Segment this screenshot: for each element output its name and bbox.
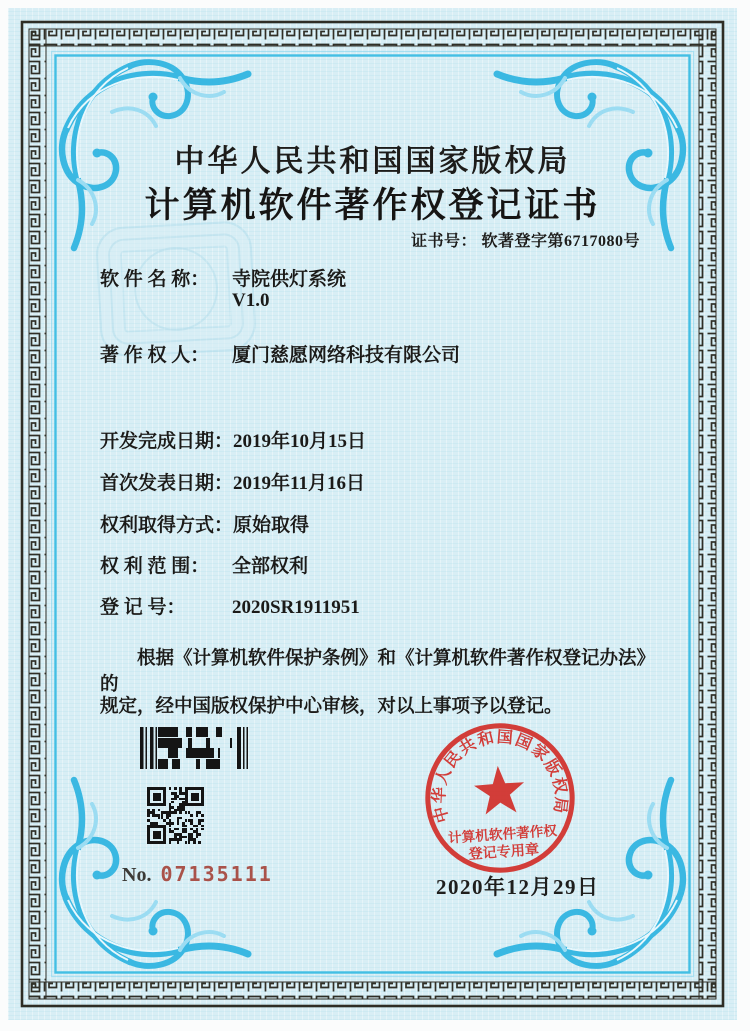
field-copyright-owner — [100, 340, 460, 367]
serial-digits: 07135111 — [160, 862, 273, 886]
statement-line-1: 根据《计算机软件保护条例》和《计算机软件著作权登记办法》的 — [100, 649, 656, 695]
field-value: 原始取得 — [233, 515, 310, 536]
issuer-title: 中华人民共和国国家版权局 — [174, 145, 571, 178]
field-software-name — [100, 264, 346, 291]
field-rights-acquisition — [100, 510, 309, 537]
certificate-body — [8, 8, 737, 1020]
field-value: 2019年10月15日 — [233, 431, 367, 452]
seal-text-line2: 登记专用章 — [468, 841, 540, 863]
serial-number — [122, 862, 273, 887]
field-registration-number — [100, 592, 360, 619]
field-dev-complete-date — [100, 426, 366, 453]
qr-finder-icon — [185, 787, 204, 806]
field-label: 软 件 名 称： — [100, 269, 210, 290]
field-label: 开发完成日期： — [100, 431, 234, 452]
field-value: 2020SR1911951 — [232, 597, 360, 618]
field-value: 厦门慈愿网络科技有限公司 — [232, 345, 461, 366]
field-value: 2019年11月16日 — [233, 473, 365, 494]
field-value: 寺院供灯系统 — [232, 269, 347, 290]
serial-prefix: No. — [122, 864, 152, 886]
field-label: 著 作 权 人： — [100, 345, 210, 366]
issue-date: 2020年12月29日 — [436, 875, 600, 899]
certificate-number: 证书号： 软著登字第6717080号 — [410, 233, 640, 250]
star-icon — [473, 764, 526, 815]
field-label: 权 利 范 围： — [100, 556, 210, 577]
field-label: 权利取得方式： — [100, 515, 234, 536]
barcode-start-pattern — [140, 727, 157, 769]
barcode-modules — [158, 727, 234, 769]
field-label: 登 记 号： — [100, 597, 186, 618]
field-label: 首次发表日期： — [100, 473, 234, 494]
barcode-stop-pattern — [235, 727, 248, 769]
field-software-version: V1.0 — [232, 290, 270, 311]
field-value: 全部权利 — [232, 556, 309, 577]
certificate-title: 计算机软件著作权登记证书 — [144, 186, 601, 225]
official-seal — [417, 715, 584, 882]
barcode-2d — [140, 727, 248, 769]
field-rights-scope — [100, 551, 308, 578]
seal-text-line1: 计算机软件著作权 — [447, 823, 558, 846]
seal-ring-text: 中华人民共和国国家版权局 — [431, 729, 570, 825]
qr-finder-icon — [147, 787, 166, 806]
statement-line-2: 规定，经中国版权保护中心审核，对以上事项予以登记。 — [100, 697, 563, 717]
qr-finder-icon — [147, 825, 166, 844]
field-first-publish-date — [100, 468, 365, 495]
qr-code — [147, 787, 204, 844]
